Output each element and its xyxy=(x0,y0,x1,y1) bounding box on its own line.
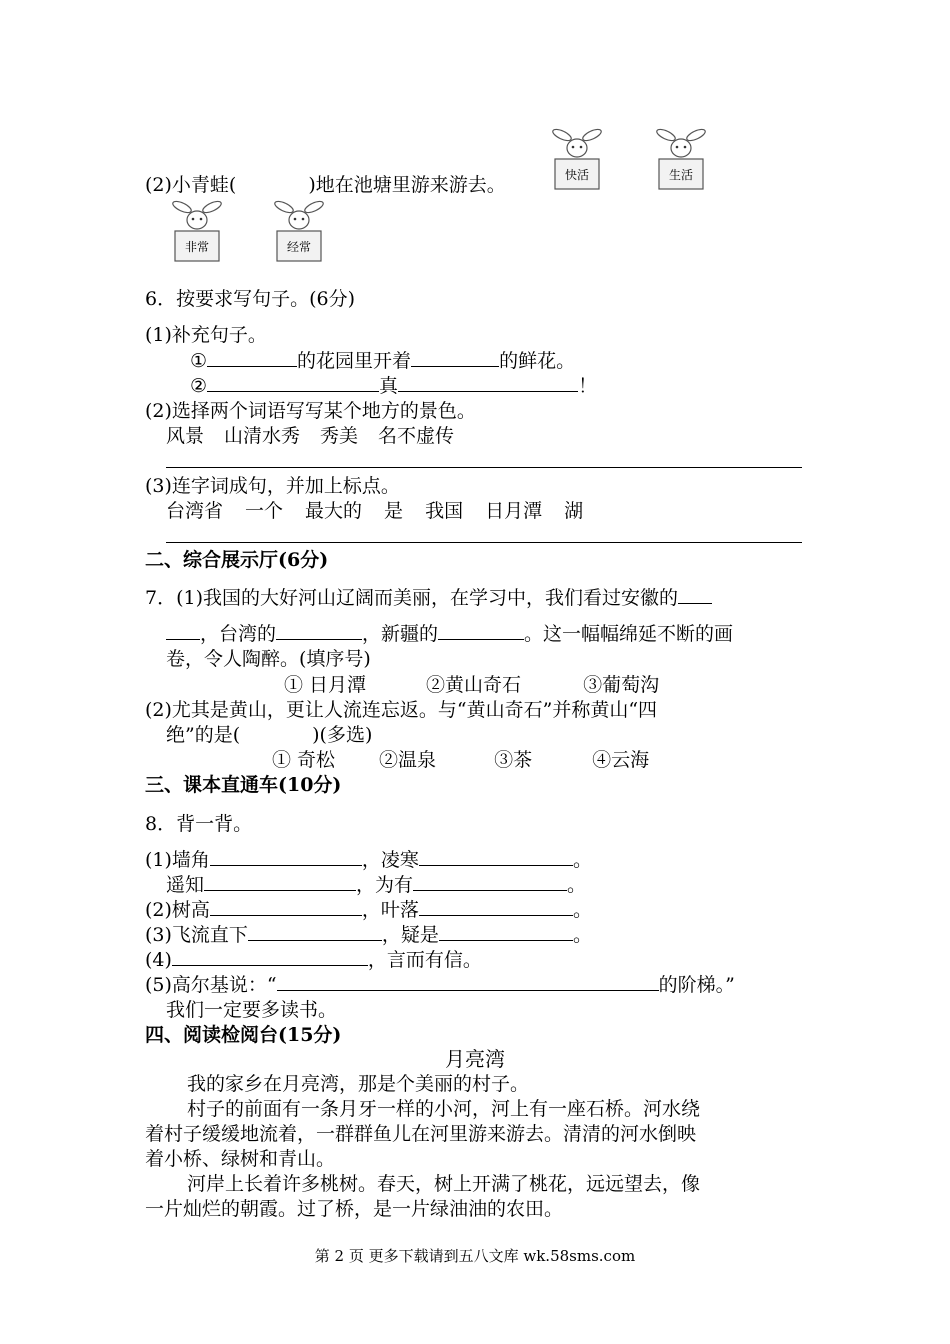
word-option: 最大的 xyxy=(305,500,363,522)
answer-line[interactable] xyxy=(166,467,802,468)
answer-blank[interactable] xyxy=(678,586,712,604)
q6-part3-words xyxy=(166,499,583,523)
q6-part2-label: (2)选择两个词语写写某个地方的景色。 xyxy=(145,400,476,422)
option-item: ③葡萄沟 xyxy=(583,674,660,696)
q8-row-5 xyxy=(145,948,482,972)
q6-part1-b xyxy=(190,374,597,398)
answer-blank[interactable] xyxy=(413,873,567,891)
q8-row-7: 我们一定要多读书。 xyxy=(166,999,338,1021)
word-option: 秀美 xyxy=(320,425,359,447)
q8-row-4-b: ，疑是 xyxy=(381,924,439,946)
q8-row-1-b: ，凌寒 xyxy=(361,849,419,871)
q8-row-3-a: (2)树高 xyxy=(145,899,210,921)
q6-part1-b-end: ！ xyxy=(578,375,598,397)
q5-line-2 xyxy=(145,173,506,197)
answer-blank[interactable] xyxy=(419,848,573,866)
option-item: ③茶 xyxy=(494,749,533,771)
q7-line-5-b: )(多选) xyxy=(312,724,373,746)
answer-blank[interactable] xyxy=(204,873,356,891)
answer-blank[interactable] xyxy=(438,622,524,640)
rabbit-card-icon xyxy=(168,198,226,266)
q6-part1-label: (1)补充句子。 xyxy=(145,324,267,346)
word-option: 一个 xyxy=(245,500,284,522)
q6-part1-a-num: ① xyxy=(190,350,208,372)
q8-row-3-b: ，叶落 xyxy=(361,899,419,921)
option-item: ②温泉 xyxy=(379,749,437,771)
q7-line-2-c: 。这一幅幅绵延不断的画 xyxy=(524,623,734,645)
word-option: 山清水秀 xyxy=(224,425,301,447)
q5-line-2-prefix: (2)小青蛙( xyxy=(145,174,237,196)
answer-blank[interactable] xyxy=(210,848,362,866)
reading-line: 着村子缓缓地流着，一群群鱼儿在河里游来游去。清清的河水倒映 xyxy=(145,1123,697,1145)
reading-line: 着小桥、绿树和青山。 xyxy=(145,1148,336,1170)
q8-row-6-a: (5)高尔基说：“ xyxy=(145,974,277,996)
rabbit-card-icon xyxy=(548,126,606,194)
rabbit-word-3: 非常 xyxy=(184,240,210,254)
rabbit-word-2: 生活 xyxy=(668,168,694,182)
word-option: 名不虚传 xyxy=(378,425,455,447)
q8-row-5-a: (4) xyxy=(145,949,172,971)
option-item: ① 奇松 xyxy=(272,749,336,771)
reading-line: 村子的前面有一条月牙一样的小河，河上有一座石桥。河水绕 xyxy=(187,1098,701,1120)
answer-blank[interactable] xyxy=(210,898,362,916)
q7-line-2-a: ，台湾的 xyxy=(200,623,277,645)
q8-row-2-b: ，为有 xyxy=(356,874,414,896)
q7-line-1 xyxy=(145,586,712,610)
q7-line-3: 卷，令人陶醉。(填序号) xyxy=(166,648,371,670)
answer-blank[interactable] xyxy=(276,622,362,640)
section-3-heading: 三、课本直通车(10分) xyxy=(145,774,342,796)
q6-part3-label: (3)连字词成句，并加上标点。 xyxy=(145,475,400,497)
q8-row-4 xyxy=(145,923,592,947)
section-2-heading: 二、综合展示厅(6分) xyxy=(145,549,329,571)
rabbit-card-icon xyxy=(270,198,328,266)
section-4-heading: 四、阅读检阅台(15分) xyxy=(145,1024,342,1046)
q7-options-2 xyxy=(272,748,649,772)
q5-line-2-suffix: )地在池塘里游来游去。 xyxy=(308,174,506,196)
q8-row-1 xyxy=(145,848,592,872)
option-item: ②黄山奇石 xyxy=(426,674,522,696)
q7-line-2 xyxy=(166,622,733,646)
q6-part1-a-mid: 的花园里开着 xyxy=(297,350,412,372)
q8-row-5-b: ，言而有信。 xyxy=(367,949,482,971)
reading-line: 我的家乡在月亮湾，那是个美丽的村子。 xyxy=(187,1073,530,1095)
q6-heading: 6．按要求写句子。(6分) xyxy=(145,288,356,310)
q7-line-1-text: 7．(1)我国的大好河山辽阔而美丽，在学习中，我们看过安徽的 xyxy=(145,587,679,609)
q8-heading: 8．背一背。 xyxy=(145,813,253,835)
reading-title: 月亮湾 xyxy=(445,1047,505,1071)
q8-row-1-c: 。 xyxy=(572,849,592,871)
answer-blank[interactable] xyxy=(172,948,368,966)
q8-row-2-a: 遥知 xyxy=(166,874,205,896)
q8-row-2-c: 。 xyxy=(567,874,587,896)
answer-line[interactable] xyxy=(166,542,802,543)
word-option: 是 xyxy=(384,500,404,522)
q8-row-6-b: 的阶梯。” xyxy=(658,974,735,996)
rabbit-card-icon xyxy=(652,126,710,194)
q7-line-5-a: 绝”的是( xyxy=(166,724,241,746)
answer-blank[interactable] xyxy=(439,923,573,941)
q6-part2-words xyxy=(166,424,454,448)
answer-blank[interactable] xyxy=(411,349,499,367)
rabbit-word-4: 经常 xyxy=(286,240,312,254)
q6-part1-a xyxy=(190,349,575,373)
answer-blank[interactable] xyxy=(398,374,578,392)
q7-options-1 xyxy=(284,673,659,697)
q6-part1-b-num: ② xyxy=(190,375,208,397)
reading-line: 河岸上长着许多桃树。春天，树上开满了桃花，远远望去，像 xyxy=(187,1173,701,1195)
reading-line: 一片灿烂的朝霞。过了桥，是一片绿油油的农田。 xyxy=(145,1198,564,1220)
page-footer: 第 2 页 更多下载请到五八文库 wk.58sms.com xyxy=(314,1247,636,1265)
answer-blank[interactable] xyxy=(207,374,379,392)
answer-blank[interactable] xyxy=(277,973,659,991)
option-item: ④云海 xyxy=(592,749,650,771)
rabbit-word-1: 快活 xyxy=(564,168,590,182)
word-option: 台湾省 xyxy=(166,500,224,522)
q7-line-4: (2)尤其是黄山，更让人流连忘返。与“黄山奇石”并称黄山“四 xyxy=(145,699,658,721)
word-option: 我国 xyxy=(425,500,464,522)
q8-row-2 xyxy=(166,873,586,897)
answer-blank[interactable] xyxy=(248,923,382,941)
q8-row-3-c: 。 xyxy=(572,899,592,921)
answer-blank[interactable] xyxy=(207,349,297,367)
answer-blank[interactable] xyxy=(166,622,200,640)
q8-row-4-a: (3)飞流直下 xyxy=(145,924,248,946)
option-item: ① 日月潭 xyxy=(284,674,367,696)
q6-part1-a-end: 的鲜花。 xyxy=(499,350,576,372)
word-option: 日月潭 xyxy=(485,500,543,522)
q8-row-3 xyxy=(145,898,592,922)
q7-line-5 xyxy=(166,723,372,747)
q8-row-6 xyxy=(145,973,735,997)
q6-part1-b-mid: 真 xyxy=(379,375,399,397)
answer-blank[interactable] xyxy=(419,898,573,916)
q7-line-2-b: ，新疆的 xyxy=(362,623,439,645)
word-option: 湖 xyxy=(564,500,584,522)
q8-row-1-a: (1)墙角 xyxy=(145,849,210,871)
word-option: 风景 xyxy=(166,425,205,447)
q8-row-4-c: 。 xyxy=(572,924,592,946)
